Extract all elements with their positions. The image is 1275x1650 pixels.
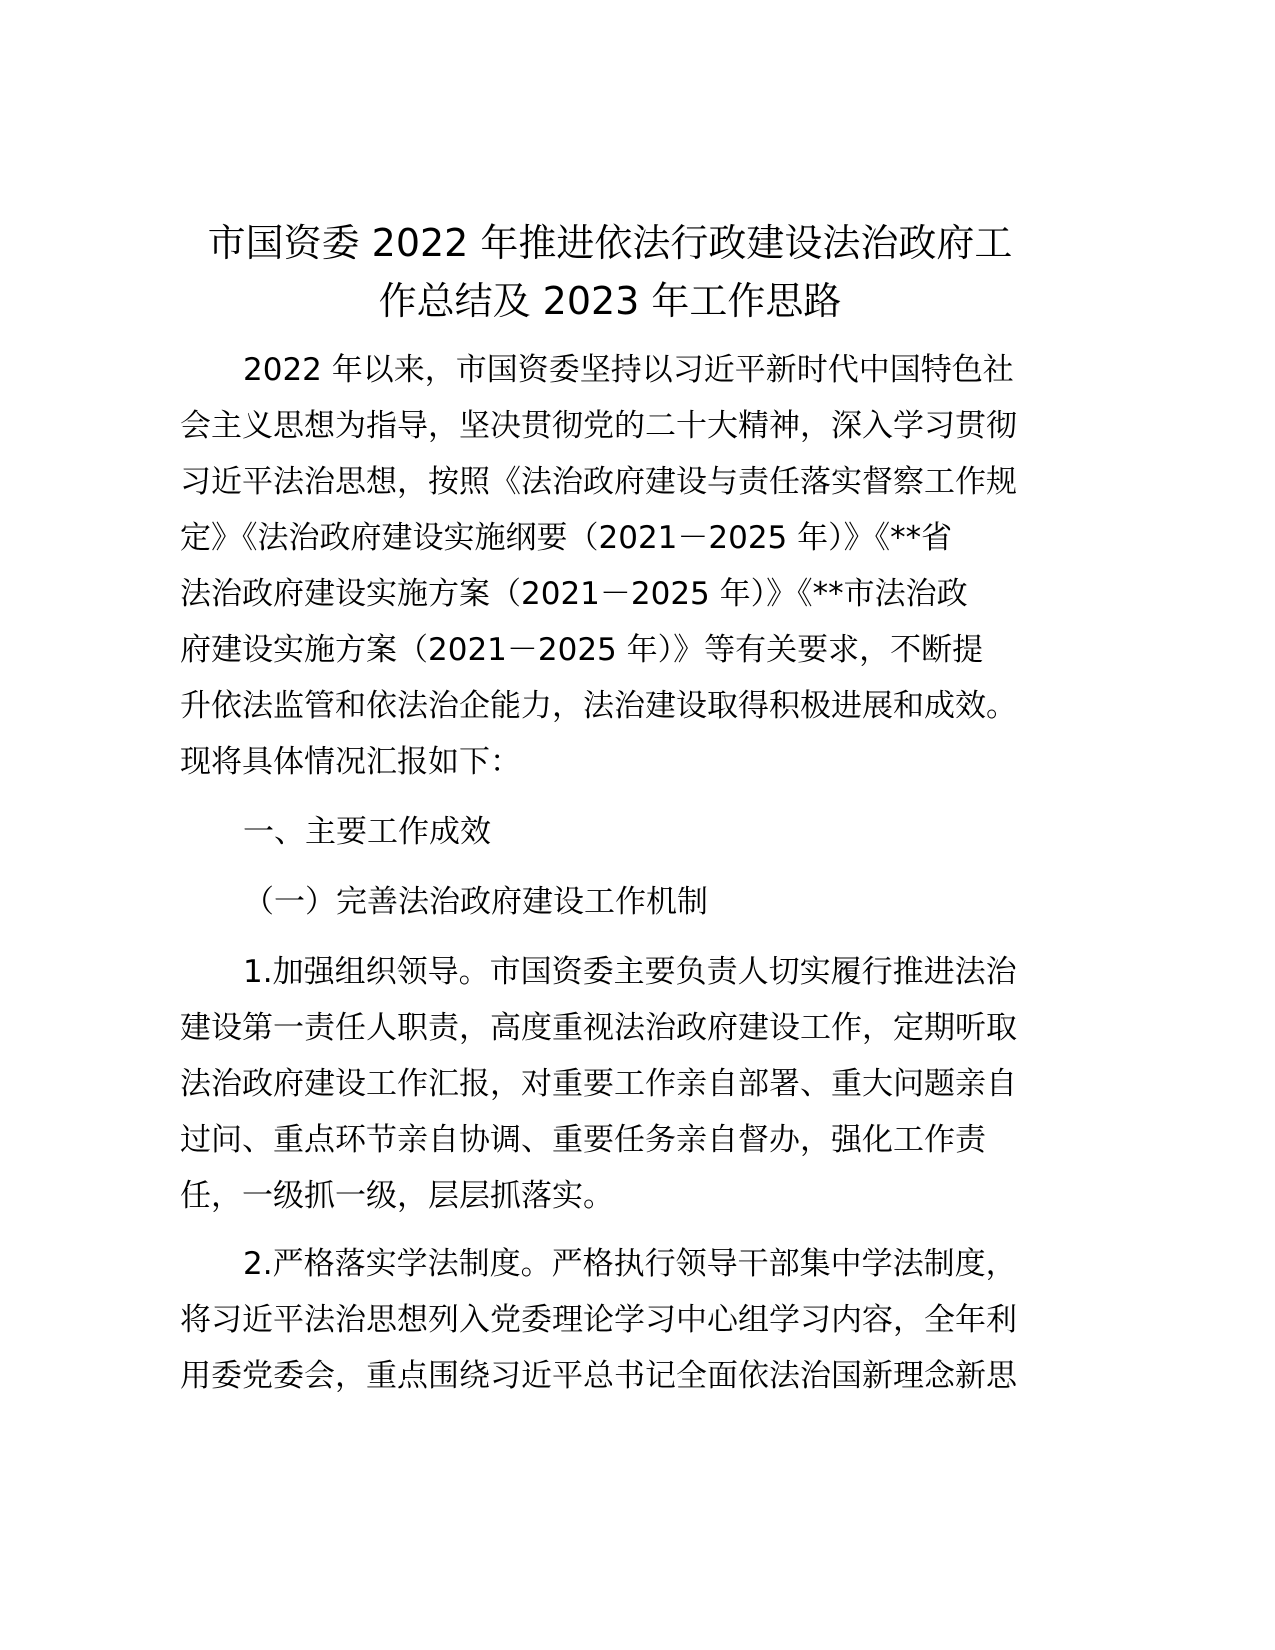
- item-1-line-3: 法治政府建设工作汇报，对重要工作亲自部署、重大问题亲自: [180, 1066, 1017, 1102]
- item-1-line-1: 1.加强组织领导。市国资委主要负责人切实履行推进法治: [243, 954, 1017, 990]
- item-2-line-1: 2.严格落实学法制度。严格执行领导干部集中学法制度，: [243, 1246, 1017, 1282]
- paragraph-gap: [180, 860, 1040, 874]
- intro-line-5: 法治政府建设实施方案（2021－2025 年）》《**市法治政: [180, 576, 968, 612]
- intro-line-6: 府建设实施方案（2021－2025 年）》等有关要求，不断提: [180, 632, 984, 668]
- title-line-2: 作总结及 2023 年工作思路: [378, 279, 842, 323]
- intro-line-2: 会主义思想为指导，坚决贯彻党的二十大精神，深入学习贯彻: [180, 408, 1017, 444]
- intro-line-8: 现将具体情况汇报如下：: [180, 744, 521, 780]
- paragraph-gap: [180, 930, 1040, 944]
- item-1-line-4: 过问、重点环节亲自协调、重要任务亲自督办，强化工作责: [180, 1122, 986, 1158]
- item-2-line-3: 用委党委会，重点围绕习近平总书记全面依法治国新理念新思: [180, 1358, 1017, 1394]
- title-line-1: 市国资委 2022 年推进依法行政建设法治政府工: [207, 221, 1013, 265]
- section-heading: 一、主要工作成效: [243, 814, 491, 850]
- document-body: [180, 342, 1040, 1404]
- intro-line-4: 定》《法治政府建设实施纲要（2021－2025 年）》《**省: [180, 520, 953, 556]
- document-title: [180, 214, 1040, 330]
- intro-line-1: 2022 年以来，市国资委坚持以习近平新时代中国特色社: [243, 352, 1014, 388]
- item-1-paragraph: [180, 944, 1040, 1224]
- item-2-paragraph: [180, 1236, 1040, 1404]
- paragraph-gap: [180, 790, 1040, 804]
- item-1-line-5: 任，一级抓一级，层层抓落实。: [180, 1178, 614, 1214]
- item-2-line-2: 将习近平法治思想列入党委理论学习中心组学习内容，全年利: [180, 1302, 1017, 1338]
- intro-line-7: 升依法监管和依法治企能力，法治建设取得积极进展和成效。: [180, 688, 1017, 724]
- paragraph-gap: [180, 1224, 1040, 1236]
- intro-line-3: 习近平法治思想，按照《法治政府建设与责任落实督察工作规: [180, 464, 1017, 500]
- intro-paragraph: [180, 342, 1040, 790]
- subsection-heading: （一）完善法治政府建设工作机制: [243, 884, 708, 920]
- item-1-line-2: 建设第一责任人职责，高度重视法治政府建设工作，定期听取: [180, 1010, 1017, 1046]
